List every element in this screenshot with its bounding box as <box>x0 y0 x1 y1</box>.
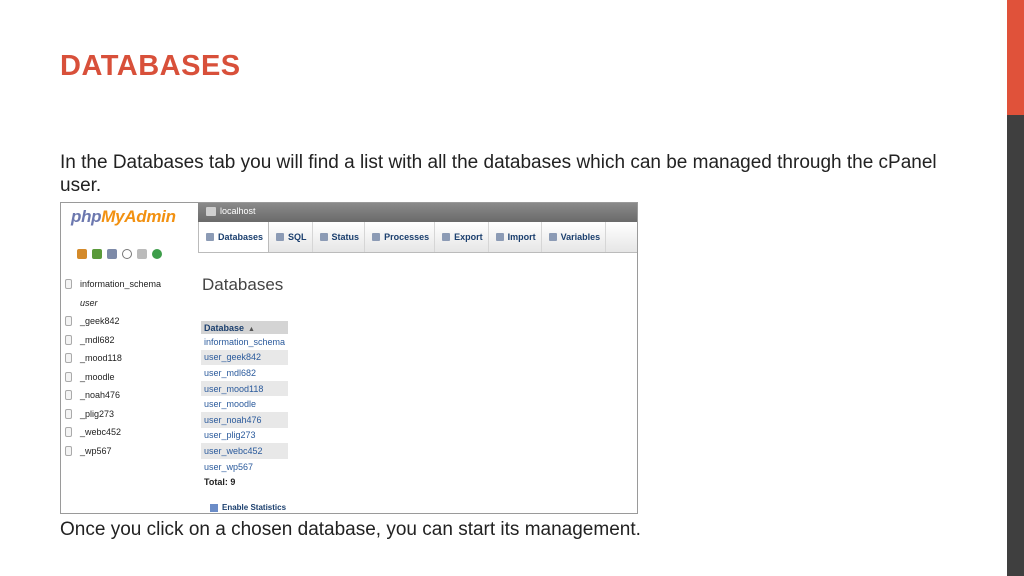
logo-php: php <box>71 207 102 226</box>
tab-export[interactable]: Export <box>435 222 489 252</box>
database-link[interactable]: user_wp567 <box>201 459 288 475</box>
server-breadcrumb <box>198 203 637 222</box>
export-icon <box>442 233 450 241</box>
database-link[interactable]: user_plig273 <box>201 428 288 444</box>
database-icon <box>65 372 72 382</box>
processes-icon <box>372 233 380 241</box>
sidebar-db-group[interactable]: user <box>80 297 98 308</box>
table-row <box>201 381 288 397</box>
table-row <box>201 428 288 444</box>
exit-icon[interactable] <box>92 249 102 259</box>
table-header-row <box>201 321 288 334</box>
slide-title: DATABASES <box>60 50 241 82</box>
sidebar-db-item[interactable]: _plig273 <box>65 405 161 424</box>
database-icon <box>65 446 72 456</box>
home-icon[interactable] <box>77 249 87 259</box>
docs-icon[interactable] <box>137 249 147 259</box>
database-column-header[interactable]: Database ▲ <box>201 321 288 334</box>
sort-ascending-icon: ▲ <box>248 325 255 333</box>
slide-accent-bar <box>1007 0 1024 115</box>
database-icon <box>65 279 72 289</box>
database-icon <box>65 353 72 363</box>
help-icon[interactable] <box>122 249 132 259</box>
database-link[interactable]: user_geek842 <box>201 350 288 366</box>
table-row <box>201 443 288 459</box>
table-row <box>201 459 288 475</box>
tab-processes[interactable]: Processes <box>365 222 435 252</box>
database-icon <box>65 409 72 419</box>
phpmyadmin-screenshot <box>60 202 638 514</box>
main-tab-bar <box>198 222 637 253</box>
phpmyadmin-logo[interactable] <box>71 207 176 227</box>
sql-icon <box>276 233 284 241</box>
server-link[interactable]: localhost <box>220 206 256 216</box>
sidebar-db-item[interactable]: _webc452 <box>65 423 161 442</box>
import-icon <box>496 233 504 241</box>
database-link[interactable]: user_noah476 <box>201 412 288 428</box>
table-row <box>201 365 288 381</box>
sql-query-icon[interactable] <box>107 249 117 259</box>
pma-sidebar <box>61 203 188 513</box>
outro-text: Once you click on a chosen database, you can start its management. <box>60 519 641 540</box>
table-row <box>201 396 288 412</box>
server-icon <box>206 207 216 216</box>
sidebar-db-item[interactable]: _wp567 <box>65 442 161 461</box>
sidebar-db-item[interactable]: _noah476 <box>65 386 161 405</box>
variables-icon <box>549 233 557 241</box>
sidebar-icon-row <box>77 249 162 259</box>
reload-icon[interactable] <box>152 249 162 259</box>
database-icon <box>65 390 72 400</box>
sidebar-database-list <box>65 275 161 460</box>
logo-myadmin: MyAdmin <box>101 207 176 226</box>
database-link[interactable]: information_schema <box>201 334 288 350</box>
table-row <box>201 350 288 366</box>
tab-status[interactable]: Status <box>313 222 366 252</box>
database-link[interactable]: user_moodle <box>201 396 288 412</box>
status-icon <box>320 233 328 241</box>
databases-table <box>201 321 288 490</box>
database-icon <box>65 335 72 345</box>
pma-main-pane <box>198 203 637 513</box>
tab-databases[interactable]: Databases <box>198 222 269 252</box>
sidebar-db-item[interactable]: _geek842 <box>65 312 161 331</box>
database-link[interactable]: user_webc452 <box>201 443 288 459</box>
sidebar-db-item[interactable]: _mdl682 <box>65 331 161 350</box>
pane-title: Databases <box>202 275 284 294</box>
enable-statistics-link[interactable]: Enable Statistics <box>210 503 286 512</box>
total-count: Total: 9 <box>201 474 288 490</box>
table-row <box>201 412 288 428</box>
tab-sql[interactable]: SQL <box>269 222 313 252</box>
database-icon <box>65 316 72 326</box>
tab-import[interactable]: Import <box>489 222 542 252</box>
table-total-row <box>201 474 288 490</box>
statistics-icon <box>210 504 218 512</box>
sidebar-db-item[interactable]: _moodle <box>65 368 161 387</box>
database-icon <box>206 233 214 241</box>
intro-text: In the Databases tab you will find a list with all the databases which can be managed through the cPanel user. <box>60 152 937 196</box>
sidebar-db-item[interactable]: information_schema <box>65 275 161 294</box>
table-row <box>201 334 288 350</box>
sidebar-db-item[interactable]: _mood118 <box>65 349 161 368</box>
database-link[interactable]: user_mdl682 <box>201 365 288 381</box>
database-link[interactable]: user_mood118 <box>201 381 288 397</box>
tab-variables[interactable]: Variables <box>542 222 607 252</box>
database-icon <box>65 427 72 437</box>
